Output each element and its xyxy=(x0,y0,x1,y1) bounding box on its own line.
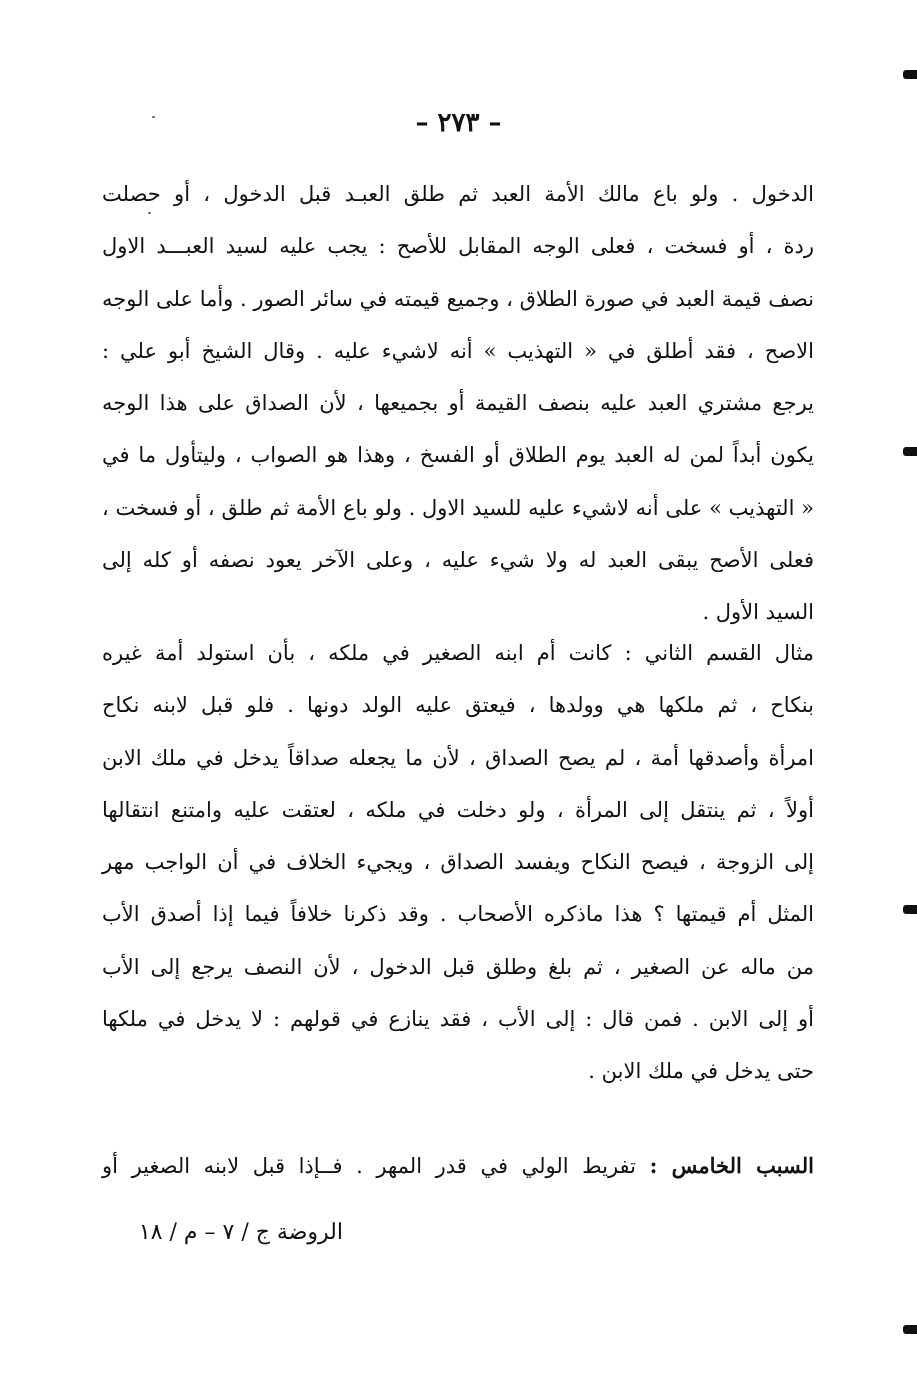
text-line: السيد الأول . xyxy=(702,600,814,625)
text-line: ردة ، أو فسخت ، فعلى الوجه المقابل للأصح : يجب عليه لسيد العبـــد الاول xyxy=(102,234,814,259)
text-line: « التهذيب » على أنه لاشيء عليه للسيد الاول . ولو باع الأمة ثم طلق ، أو فسخت ، xyxy=(102,495,814,520)
margin-tab-mark xyxy=(903,447,917,456)
page-footer-signature: الروضة ج / ٧ – م / ١٨ xyxy=(138,1220,343,1245)
page-number: – ٢٧٣ – xyxy=(415,108,502,138)
text-line: يرجع مشتري العبد عليه بنصف القيمة أو بجميعها ، لأن الصداق على هذا الوجه xyxy=(102,391,814,416)
paragraph-3 xyxy=(102,1140,814,1192)
text-line: مثال القسم الثاني : كانت أم ابنه الصغير في ملكه ، بأن استولد أمة غيره xyxy=(102,641,814,665)
margin-tab-mark xyxy=(903,905,917,914)
text-line: المثل أم قيمتها ؟ هذا ماذكره الأصحاب . وقد ذكرنا خلافاً فيما إذا أصدق الأب xyxy=(102,902,814,927)
margin-tab-mark xyxy=(903,1325,917,1334)
text-line: نصف قيمة العبد في صورة الطلاق ، وجميع قيمته في سائر الصور . وأما على الوجه xyxy=(102,286,814,311)
text-line: الاصح ، فقد أطلق في « التهذيب » أنه لاشيء عليه . وقال الشيخ أبو علي : xyxy=(102,338,814,363)
text-line: فعلى الأصح يبقى العبد له ولا شيء عليه ، وعلى الآخر يعود نصفه أو كله إلى xyxy=(102,548,814,573)
text-line: من ماله عن الصغير ، ثم بلغ وطلق قبل الدخول ، لأن النصف يرجع إلى الأب xyxy=(102,954,814,979)
text-line: أولاً ، ثم ينتقل إلى المرأة ، ولو دخلت في ملكه ، لعتقت عليه وامتنع انتقالها xyxy=(102,797,815,822)
paragraph-2 xyxy=(102,627,814,1098)
text-line: أو إلى الابن . فمن قال : إلى الأب ، فقد ينازع في قولهم : لا يدخل في ملكها xyxy=(102,1007,814,1032)
text-line: امرأة وأصدقها أمة ، لم يصح الصداق ، لأن ما يجعله صداقاً يدخل في ملك الابن xyxy=(102,745,814,770)
text-line: يكون أبداً لمن له العبد يوم الطلاق أو الفسخ ، وهذا هو الصواب ، وليتأول ما في xyxy=(102,443,814,468)
section-label: السبب الخامس : xyxy=(649,1153,814,1178)
text-line: حتى يدخل في ملك الابن . xyxy=(588,1059,814,1084)
text-line: الدخول . ولو باع مالك الأمة العبد ثم طلق العبـد قبل الدخول ، أو حصلت xyxy=(102,182,814,206)
text-line: إلى الزوجة ، فيصح النكاح ويفسد الصداق ، ويجيء الخلاف في أن الواجب مهر xyxy=(102,850,814,875)
margin-tab-mark xyxy=(903,70,917,79)
section-text: تفريط الولي في قدر المهر . فــإذا قبل لابنه الصغير أو xyxy=(102,1154,650,1178)
text-line: بنكاح ، ثم ملكها هي وولدها ، فيعتق عليه الولد دونها . فلو قبل لابنه نكاح xyxy=(102,693,814,718)
text-line xyxy=(102,1140,814,1192)
paragraph-1 xyxy=(102,168,814,639)
